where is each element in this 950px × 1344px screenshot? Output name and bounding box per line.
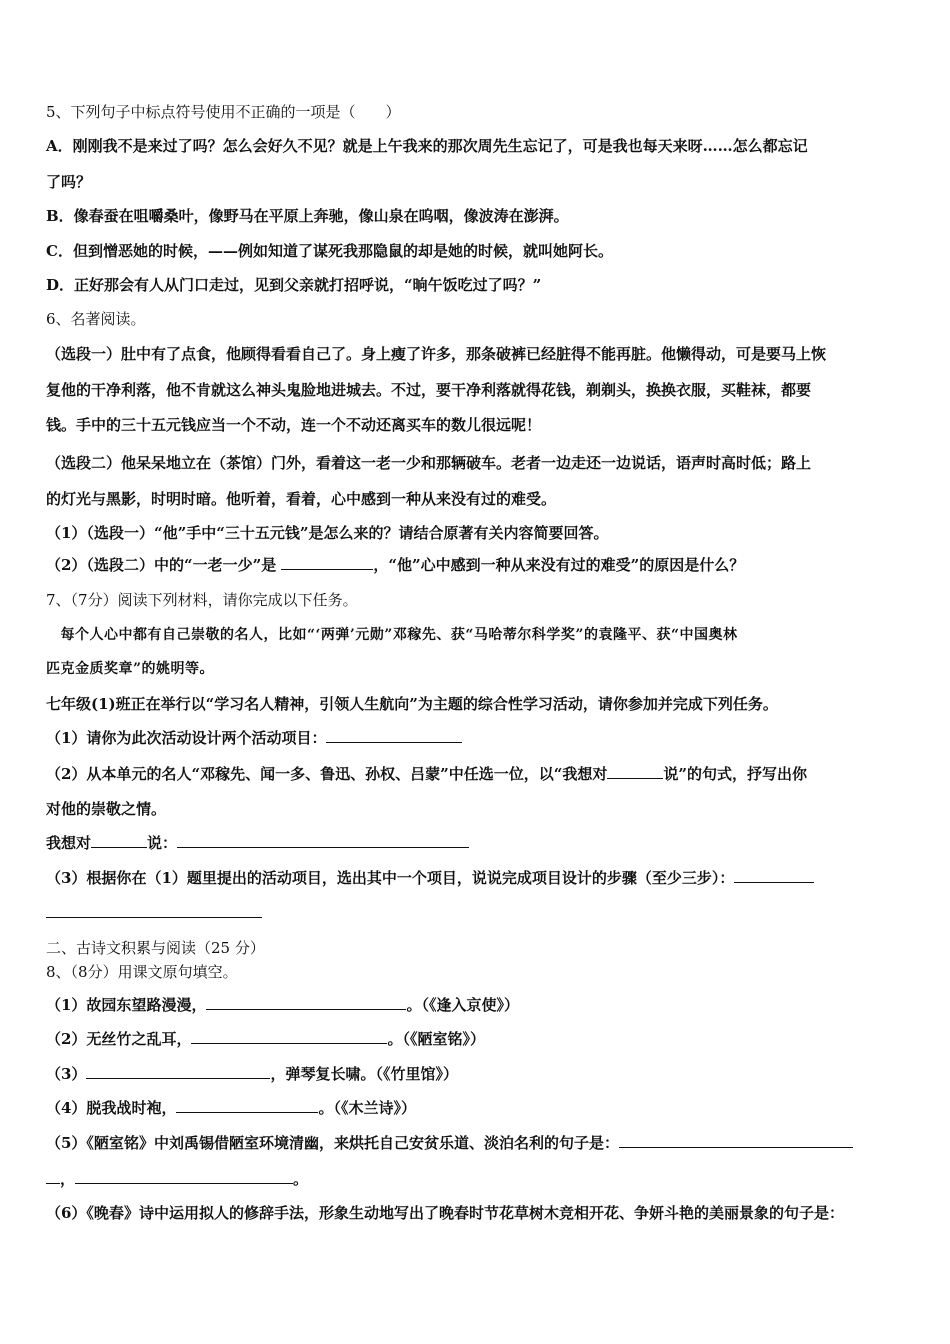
q8-sub5-blank-a-cont[interactable] [46,1169,60,1184]
q7-stem: 7、（7分）阅读下列材料，请你完成以下任务。 [46,591,358,609]
q8-sub2-text-b: 。（《陋室铭》） [387,1030,485,1048]
q7-sub1-blank[interactable] [326,728,462,743]
q7-sub3-blank-cont[interactable] [46,903,262,918]
q7-sub2-text-a: （2）从本单元的名人“邓稼先、闻一多、鲁迅、孙权、吕蒙”中任选一位，以“我想对 [46,765,608,783]
q8-sub5-text: （5）《陋室铭》中刘禹锡借陋室环境清幽，来烘托自己安贫乐道、淡泊名利的句子是： [46,1134,619,1152]
q8-sub1 [46,995,519,1015]
q8-sub5 [46,1133,853,1153]
q8-sub4 [46,1098,416,1118]
q8-sub2 [46,1029,485,1049]
q7-sub3-blank[interactable] [734,868,814,883]
q8-sub1-text-b: 。（《逢入京使》） [406,996,519,1014]
q7-intro: 七年级(1)班正在举行以“学习名人精神，引领人生航向”为主题的综合性学习活动，请你参加并完成下列任务。 [46,695,778,713]
q8-sub6: （6）《晚春》诗中运用拟人的修辞手法，形象生动地写出了晚春时节花草树木竞相开花、争妍斗艳的美丽景象的句子是： [46,1204,844,1222]
q6-sub2-blank[interactable] [281,555,373,570]
q5-option-d: D．正好那会有人从门口走过，见到父亲就打招呼说，“晌午饭吃过了吗？” [46,276,542,294]
q8-sub5-blank-b[interactable] [75,1169,293,1184]
q8-sub5-blank-a[interactable] [619,1133,853,1148]
q7-sub2-blank[interactable] [607,764,663,779]
q8-stem: 8、（8分）用课文原句填空。 [46,963,238,981]
q6-excerpt1-line1: （选段一）肚中有了点食，他顾得看看自己了。身上瘦了许多，那条破裤已经脏得不能再脏。他懒得动，可是要马上恢 [46,345,827,363]
q8-sub1-blank[interactable] [206,995,406,1010]
q7-sub2-text-b: 说”的句式，抒写出你 [663,765,807,783]
q7-sub3 [46,868,814,888]
q6-excerpt1-line2: 复他的干净利落，他不肯就这么神头鬼脸地进城去。不过，要干净利落就得花钱，剃剃头，换换衣服，买鞋袜，都要 [46,381,812,399]
q6-stem: 6、名著阅读。 [46,310,146,328]
q7-answer-blank-content[interactable] [177,833,469,848]
section-2-heading: 二、古诗文积累与阅读（25 分） [46,939,265,957]
q7-sub2-line2: 对他的崇敬之情。 [46,800,167,818]
q7-answer-blank-name[interactable] [91,833,147,848]
q8-sub2-blank[interactable] [191,1029,387,1044]
q5-option-a-line1: A．刚刚我不是来过了吗？怎么会好久不见？就是上午我来的那次周先生忘记了，可是我也每天来呀……怎么都忘记 [46,137,808,155]
q8-sub2-text-a: （2）无丝竹之乱耳， [46,1030,192,1048]
q5-option-b: B．像春蚕在咀嚼桑叶，像野马在平原上奔驰，像山泉在呜咽，像波涛在澎湃。 [46,207,569,225]
q7-material-line2: 匹克金质奖章”的姚明等。 [46,661,215,677]
q7-sub2-line1 [46,764,807,784]
q7-answer-text-b: 说： [147,834,178,852]
q8-sub5-line2 [46,1169,308,1189]
q6-excerpt1-line3: 钱。手中的三十五元钱应当一个不动，连一个不动还离买车的数儿很远呢！ [46,416,542,434]
q6-sub2 [46,555,744,575]
q6-excerpt2-line2: 的灯光与黑影，时明时暗。他听着，看着，心中感到一种从来没有过的难受。 [46,490,557,508]
q6-excerpt2-line1: （选段二）他呆呆地立在（茶馆）门外，看着这一老一少和那辆破车。老者一边走还一边说话，语声时高时低；路上 [46,454,812,472]
q5-option-a-line2: 了吗？ [46,173,92,191]
q7-sub2-answer-line [46,833,469,853]
q5-option-c: C．但到憎恶她的时候，——例如知道了谋死我那隐鼠的却是她的时候，就叫她阿长。 [46,242,613,260]
q8-sub3-blank[interactable] [86,1064,270,1079]
q8-sub3-text-a: （3） [46,1065,87,1083]
q7-sub1 [46,728,462,748]
q7-sub3-blank-line2 [46,903,262,923]
q8-sub5-comma: ， [60,1170,76,1188]
q6-sub2-text-a: （2）（选段二）中的“一老一少”是 [46,556,282,574]
q6-sub2-text-b: ，“他”心中感到一种从来没有过的难受”的原因是什么？ [373,556,745,574]
q7-sub3-text: （3）根据你在（1）题里提出的活动项目，选出其中一个项目，说说完成项目设计的步骤（至少三步）： [46,869,735,887]
q6-sub1: （1）（选段一）“他”手中“三十五元钱”是怎么来的？请结合原著有关内容简要回答。 [46,524,609,542]
q8-sub5-period: 。 [293,1170,309,1188]
q7-answer-text-a: 我想对 [46,834,92,852]
q5-stem: 5、下列句子中标点符号使用不正确的一项是（ ） [46,103,401,121]
q8-sub4-text-a: （4）脱我战时袍， [46,1099,177,1117]
q7-material-line1: 每个人心中都有自己崇敬的名人，比如“‘两弹’元勋”邓稼先、获“马哈蒂尔科学奖”的袁隆平、获“中国奥林 [46,627,738,643]
q8-sub3 [46,1064,458,1084]
q8-sub4-text-b: 。（《木兰诗》） [318,1099,416,1117]
q8-sub3-text-b: ，弹琴复长啸。（《竹里馆》） [270,1065,458,1083]
q8-sub4-blank[interactable] [176,1098,318,1113]
q8-sub1-text-a: （1）故园东望路漫漫， [46,996,207,1014]
q7-sub1-text: （1）请你为此次活动设计两个活动项目： [46,729,327,747]
